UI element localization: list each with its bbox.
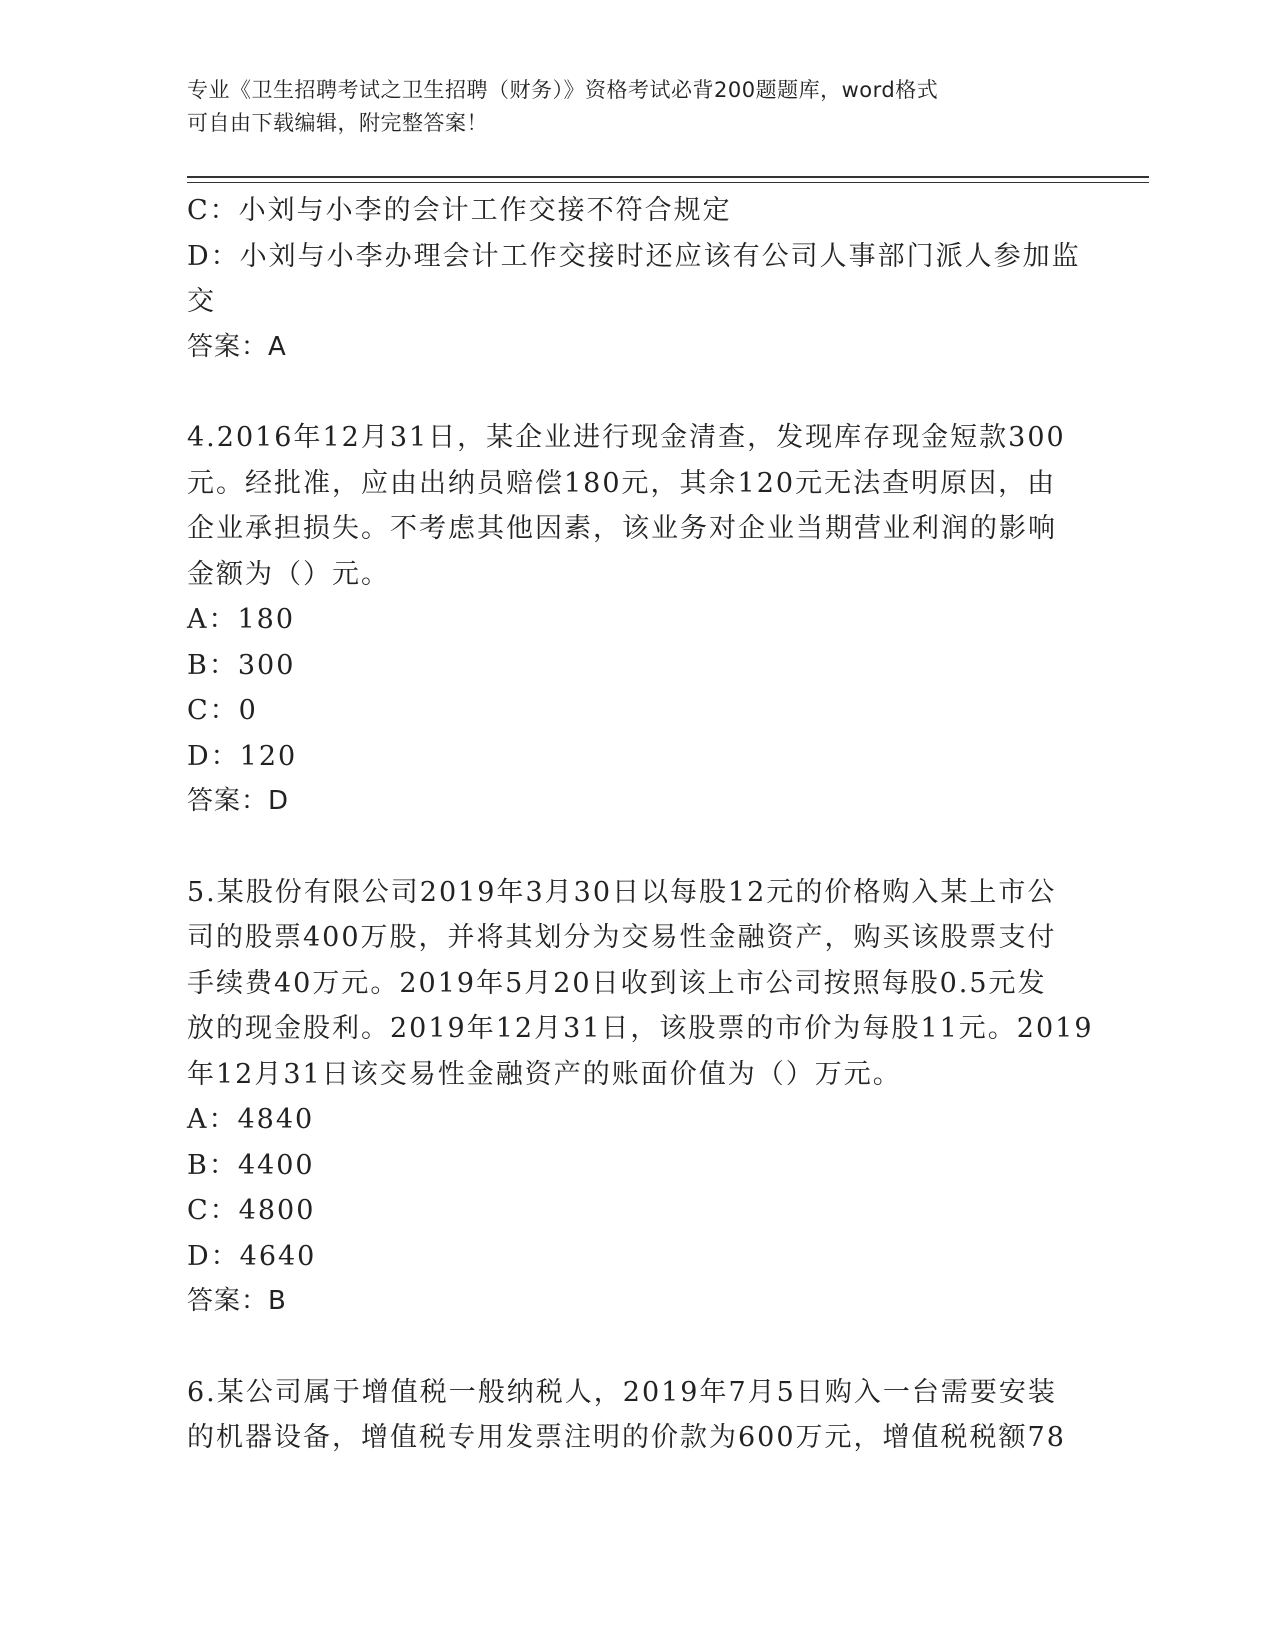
header-line-2: 可自由下载编辑，附完整答案！: [187, 111, 488, 135]
q3-option-d-line-2: 交: [187, 286, 216, 317]
q5-option-b: B：4400: [187, 1149, 315, 1181]
header-line-1: 专业《卫生招聘考试之卫生招聘（财务）》资格考试必背200题题库，word格式: [187, 78, 939, 102]
q6-stem-line-2: 的机器设备，增值税专用发票注明的价款为600万元，增值税税额78: [187, 1422, 1066, 1453]
question-4: [187, 415, 1087, 825]
question-6: [187, 1370, 1087, 1461]
q4-stem-line-3: 企业承担损失。不考虑其他因素，该业务对企业当期营业利润的影响: [187, 513, 1057, 544]
spacer: [187, 1325, 1087, 1370]
question-5: [187, 870, 1094, 1325]
q5-option-c: C：4800: [187, 1195, 316, 1226]
q3-answer: 答案：A: [187, 331, 287, 362]
q4-option-c: C：0: [187, 695, 258, 726]
header-divider-thick: [187, 176, 1149, 178]
q4-option-d: D：120: [187, 740, 298, 772]
q4-stem-line-1: 4.2016年12月31日，某企业进行现金清查，发现库存现金短款300: [187, 422, 1066, 453]
q3-option-d-line-1: D：小刘与小李办理会计工作交接时还应该有公司人事部门派人参加监: [187, 240, 1081, 272]
q3-option-c: C：小刘与小李的会计工作交接不符合规定: [187, 195, 732, 226]
q5-answer: 答案：B: [187, 1286, 287, 1316]
q5-stem-line-3: 手续费40万元。2019年5月20日收到该上市公司按照每股0.5元发: [187, 967, 1047, 999]
q4-stem-line-2: 元。经批准，应由出纳员赔偿180元，其余120元无法查明原因，由: [187, 467, 1057, 499]
header-divider-thin: [187, 182, 1149, 183]
q5-option-a: A：4840: [187, 1104, 315, 1135]
q6-stem-line-1: 6.某公司属于增值税一般纳税人，2019年7月5日购入一台需要安装: [187, 1376, 1057, 1408]
q4-answer: 答案：D: [187, 786, 290, 816]
question-content: [187, 188, 1094, 1461]
q5-option-d: D：4640: [187, 1240, 317, 1272]
q5-stem-line-2: 司的股票400万股，并将其划分为交易性金融资产，购买该股票支付: [187, 922, 1057, 953]
q4-stem-line-4: 金额为（）元。: [187, 558, 390, 590]
document-header: [187, 74, 1067, 140]
q5-stem-line-4: 放的现金股利。2019年12月31日，该股票的市价为每股11元。2019: [187, 1013, 1094, 1044]
q5-stem-line-1: 5.某股份有限公司2019年3月30日以每股12元的价格购入某上市公: [187, 876, 1057, 908]
question-3-tail: [187, 188, 1087, 370]
spacer: [187, 370, 1087, 415]
q5-stem-line-5: 年12月31日该交易性金融资产的账面价值为（）万元。: [187, 1058, 902, 1090]
q4-option-b: B：300: [187, 649, 296, 681]
spacer: [187, 825, 1087, 870]
q4-option-a: A：180: [187, 604, 296, 635]
